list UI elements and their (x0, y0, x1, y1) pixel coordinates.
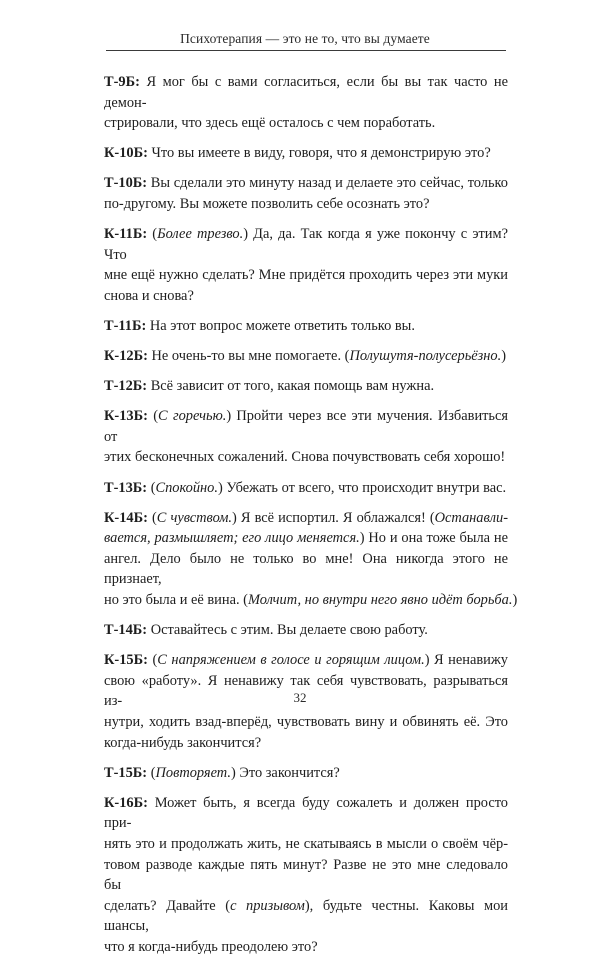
speaker-label: К-14Б: (104, 509, 148, 526)
utterance-text: по-другому. Вы можете позволить себе осознать это? (104, 195, 430, 212)
stage-direction: С горечью. (158, 408, 227, 425)
utterance-text: этих бесконечных сожалений. Снова почувствовать себя хорошо! (104, 449, 506, 466)
text-line (104, 224, 508, 265)
text-line (104, 286, 508, 307)
utterance-text: нутри, ходить взад-вперёд, чувствовать вину и обвинять её. Это (104, 713, 508, 730)
utterance-text: Всё зависит от того, какая помощь вам нужна. (147, 378, 435, 395)
utterance-text: ) Я ненавижу (424, 652, 508, 669)
utterance-text: сделать? Давайте ( (104, 897, 231, 914)
text-line (104, 650, 508, 671)
utterance-text: нять это и продолжать жить, не скатываясь в мысли о своём чёр- (104, 835, 508, 852)
dialogue-paragraph (104, 346, 508, 367)
dialogue-paragraph (104, 620, 508, 641)
text-line (104, 113, 508, 134)
running-head: Психотерапия — это не то, что вы думаете (180, 31, 430, 46)
text-line (104, 528, 508, 549)
text-line (104, 143, 508, 164)
text-line (104, 173, 508, 194)
utterance-text: ) (512, 591, 518, 608)
utterance-text: ангел. Дело было не только во мне! Она никогда этого не признает, (104, 550, 508, 588)
utterance-text: ( (147, 226, 158, 243)
utterance-text: ( (147, 408, 159, 425)
utterance-text: ) Пройти через все эти мучения. Избавиться от (104, 408, 509, 445)
text-line (104, 712, 508, 733)
stage-direction: С напряжением в голосе и горящим лицом. (157, 652, 425, 669)
text-line (104, 265, 508, 286)
stage-direction: Останавли- (434, 509, 509, 526)
utterance-text: На этот вопрос можете ответить только вы. (146, 317, 415, 334)
dialogue-paragraph (104, 406, 508, 468)
utterance-text: ), будьте честны. Каковы мои шансы, (104, 897, 509, 935)
text-line (104, 937, 508, 958)
speaker-label: Т-15Б: (104, 764, 148, 781)
text-line (104, 194, 508, 215)
text-line (104, 763, 508, 784)
utterance-text: стрировали, что здесь ещё осталось с чем поработать. (104, 115, 436, 132)
speaker-label: К-12Б: (104, 348, 148, 365)
text-line (104, 590, 518, 611)
utterance-text: ) (501, 348, 507, 365)
utterance-text: Вы сделали это минуту назад и делаете это сейчас, только (147, 175, 508, 192)
dialogue-paragraph (104, 376, 508, 397)
speaker-label: Т-10Б: (104, 175, 148, 192)
stage-direction: Спокойно. (155, 479, 218, 496)
dialogue-paragraph (104, 478, 508, 499)
dialogue-paragraph (104, 763, 508, 784)
speaker-label: Т-11Б: (104, 317, 147, 334)
utterance-text: товом разводе каждые пять минут? Разве не это мне следовало бы (104, 856, 508, 894)
utterance-text: свою «работу». Я ненавижу так себя чувствовать, разрываться из- (104, 672, 508, 710)
utterance-text: ) Да, да. Так когда я уже покончу с этим? Что (104, 226, 508, 263)
text-line (104, 834, 508, 855)
stage-direction: Молчит, но внутри него явно идёт борьба. (247, 591, 513, 608)
text-line (104, 376, 508, 397)
dialogue-paragraph (104, 508, 518, 611)
utterance-text: ( (147, 764, 156, 781)
stage-direction: Повторяет. (155, 764, 231, 781)
speaker-label: К-10Б: (104, 145, 148, 162)
speaker-label: Т-12Б: (104, 378, 148, 395)
speaker-label: К-13Б: (104, 408, 148, 425)
speaker-label: К-11Б: (104, 226, 148, 243)
utterance-text: ) Я всё испортил. Я облажался! ( (232, 509, 435, 526)
page-number: 32 (293, 690, 307, 705)
speaker-label: Т-14Б: (104, 622, 148, 639)
utterance-text: когда-нибудь закончится? (104, 734, 262, 751)
text-line (104, 733, 508, 754)
utterance-text: Что вы имеете в виду, говоря, что я демонстрирую это? (147, 145, 491, 162)
utterance-text: ( (147, 652, 158, 669)
text-line (104, 549, 508, 590)
dialogue-paragraph (104, 224, 508, 306)
text-line (104, 346, 508, 367)
utterance-text: ( (147, 509, 157, 526)
utterance-text: что я когда-нибудь преодолею это? (104, 938, 318, 955)
stage-direction: Более трезво. (157, 226, 244, 243)
utterance-text: но это была и её вина. ( (104, 591, 248, 608)
utterance-text: ) Но и она тоже была не (359, 530, 508, 547)
utterance-text: мне ещё нужно сделать? Мне придётся проходить через эти муки (104, 267, 508, 284)
utterance-text: Оставайтесь с этим. Вы делаете свою работу. (147, 622, 428, 639)
utterance-text: ) Убежать от всего, что происходит внутри вас. (217, 479, 507, 496)
text-line (104, 508, 508, 529)
speaker-label: Т-9Б: (104, 74, 140, 90)
utterance-text: ( (147, 479, 156, 496)
stage-direction: с призывом (230, 897, 305, 914)
speaker-label: Т-13Б: (104, 479, 148, 496)
utterance-text: Может быть, я всегда буду сожалеть и должен просто при- (104, 794, 508, 832)
stage-direction: С чувством. (156, 509, 233, 526)
text-line (104, 316, 508, 337)
utterance-text: снова и снова? (104, 287, 194, 304)
speaker-label: К-16Б: (104, 794, 148, 811)
text-line (104, 855, 508, 896)
dialogue-paragraph (104, 793, 508, 958)
header-rule (106, 50, 506, 51)
text-line (104, 896, 508, 937)
text-line (104, 793, 508, 834)
utterance-text: Не очень-то вы мне помогаете. ( (147, 348, 350, 365)
dialogue-paragraph (104, 72, 508, 134)
dialogue-text (104, 72, 518, 967)
utterance-text: Я мог бы с вами согласиться, если бы вы так часто не демон- (104, 74, 508, 111)
text-line (104, 447, 508, 468)
dialogue-paragraph (104, 143, 508, 164)
speaker-label: К-15Б: (104, 652, 148, 669)
dialogue-paragraph (104, 173, 508, 214)
text-line (104, 406, 508, 447)
text-line (104, 72, 508, 113)
utterance-text: ) Это закончится? (230, 764, 340, 781)
stage-direction: вается, размышляет; его лицо меняется. (104, 530, 360, 547)
dialogue-paragraph (104, 316, 508, 337)
text-line (104, 478, 508, 499)
stage-direction: Полушутя-полусерьёзно. (349, 348, 502, 365)
text-line (104, 620, 508, 641)
